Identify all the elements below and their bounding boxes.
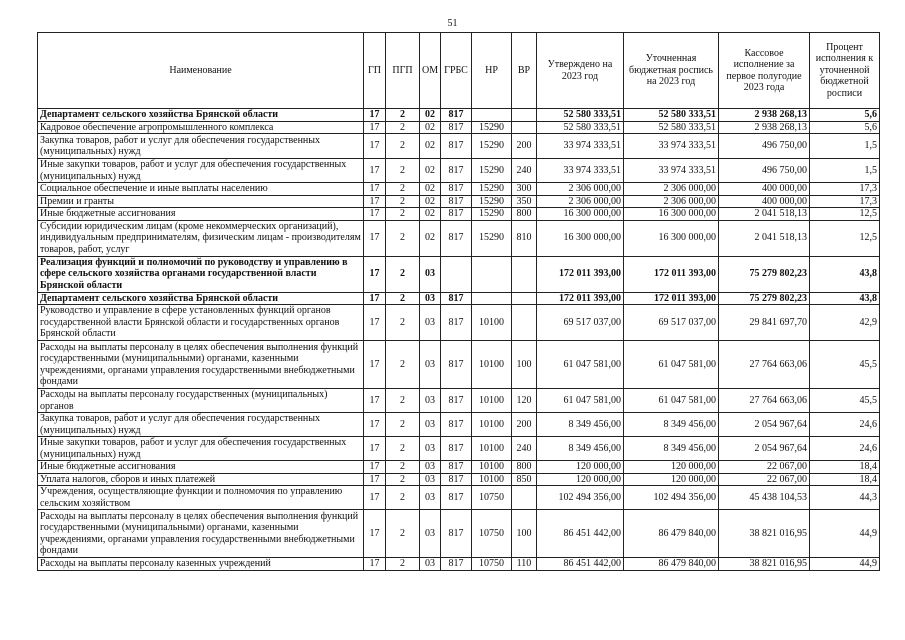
cell-pgp: 2: [386, 208, 420, 221]
cell-om: 02: [420, 195, 441, 208]
cell-cash: 400 000,00: [719, 195, 810, 208]
cell-refined: 120 000,00: [624, 461, 719, 474]
cell-name: Закупка товаров, работ и услуг для обеспечения государственных (муниципальных) нужд: [38, 413, 364, 437]
cell-cash: 2 054 967,64: [719, 413, 810, 437]
cell-vr: 800: [512, 208, 537, 221]
cell-percent: 44,9: [810, 510, 880, 558]
table-row: [38, 256, 880, 292]
page-number: 51: [447, 18, 458, 29]
cell-vr: 110: [512, 558, 537, 571]
cell-refined: 16 300 000,00: [624, 208, 719, 221]
cell-cash: 2 054 967,64: [719, 437, 810, 461]
cell-grbs: 817: [441, 510, 472, 558]
cell-approved: 86 451 442,00: [537, 558, 624, 571]
cell-grbs: 817: [441, 121, 472, 134]
cell-gp: 17: [364, 134, 386, 159]
cell-percent: 18,4: [810, 461, 880, 474]
header-refined: Уточненная бюджетная роспись на 2023 год: [624, 33, 719, 109]
cell-np: 10100: [472, 473, 512, 486]
cell-percent: 18,4: [810, 473, 880, 486]
cell-percent: 45,5: [810, 389, 880, 413]
cell-pgp: 2: [386, 461, 420, 474]
cell-vr: 350: [512, 195, 537, 208]
cell-grbs: 817: [441, 134, 472, 159]
cell-percent: 43,8: [810, 256, 880, 292]
cell-grbs: 817: [441, 109, 472, 122]
cell-name: Расходы на выплаты персоналу государственных (муниципальных) органов: [38, 389, 364, 413]
cell-approved: 102 494 356,00: [537, 486, 624, 510]
cell-cash: 2 041 518,13: [719, 220, 810, 256]
cell-refined: 52 580 333,51: [624, 109, 719, 122]
cell-om: 03: [420, 461, 441, 474]
cell-refined: 2 306 000,00: [624, 183, 719, 196]
cell-gp: 17: [364, 389, 386, 413]
cell-approved: 172 011 393,00: [537, 292, 624, 305]
cell-refined: 172 011 393,00: [624, 256, 719, 292]
header-grbs: ГРБС: [441, 33, 472, 109]
cell-name: Руководство и управление в сфере установленных функций органов государственной власти Брянской области и государственных органов Брянской области: [38, 305, 364, 341]
cell-om: 03: [420, 510, 441, 558]
cell-cash: 27 764 663,06: [719, 389, 810, 413]
cell-approved: 52 580 333,51: [537, 109, 624, 122]
cell-refined: 16 300 000,00: [624, 220, 719, 256]
cell-vr: 100: [512, 341, 537, 389]
cell-gp: 17: [364, 292, 386, 305]
cell-gp: 17: [364, 256, 386, 292]
cell-cash: 38 821 016,95: [719, 510, 810, 558]
cell-approved: 8 349 456,00: [537, 437, 624, 461]
cell-approved: 120 000,00: [537, 473, 624, 486]
table-row: [38, 183, 880, 196]
cell-np: 10750: [472, 558, 512, 571]
cell-name: Закупка товаров, работ и услуг для обеспечения государственных (муниципальных) нужд: [38, 134, 364, 159]
cell-gp: 17: [364, 413, 386, 437]
cell-pgp: 2: [386, 305, 420, 341]
cell-grbs: 817: [441, 292, 472, 305]
cell-grbs: 817: [441, 220, 472, 256]
cell-grbs: 817: [441, 486, 472, 510]
cell-vr: 240: [512, 437, 537, 461]
cell-np: 10750: [472, 510, 512, 558]
header-approved: Утверждено на 2023 год: [537, 33, 624, 109]
cell-grbs: 817: [441, 413, 472, 437]
cell-vr: 100: [512, 510, 537, 558]
cell-cash: 75 279 802,23: [719, 292, 810, 305]
cell-cash: 29 841 697,70: [719, 305, 810, 341]
cell-gp: 17: [364, 510, 386, 558]
cell-name: Иные бюджетные ассигнования: [38, 461, 364, 474]
cell-percent: 12,5: [810, 220, 880, 256]
cell-grbs: 817: [441, 461, 472, 474]
cell-np: 10100: [472, 305, 512, 341]
cell-om: 03: [420, 305, 441, 341]
cell-pgp: 2: [386, 486, 420, 510]
table-row: [38, 220, 880, 256]
header-om: ОМ: [420, 33, 441, 109]
cell-refined: 120 000,00: [624, 473, 719, 486]
table-row: [38, 389, 880, 413]
cell-np: 10100: [472, 389, 512, 413]
cell-approved: 172 011 393,00: [537, 256, 624, 292]
cell-grbs: 817: [441, 305, 472, 341]
cell-gp: 17: [364, 220, 386, 256]
cell-approved: 33 974 333,51: [537, 134, 624, 159]
cell-grbs: 817: [441, 341, 472, 389]
cell-gp: 17: [364, 121, 386, 134]
cell-refined: 61 047 581,00: [624, 389, 719, 413]
cell-gp: 17: [364, 195, 386, 208]
cell-gp: 17: [364, 341, 386, 389]
cell-pgp: 2: [386, 341, 420, 389]
cell-percent: 1,5: [810, 134, 880, 159]
header-cash: Кассовое исполнение за первое полугодие 2023 года: [719, 33, 810, 109]
cell-vr: 240: [512, 159, 537, 183]
cell-np: 10750: [472, 486, 512, 510]
cell-pgp: 2: [386, 195, 420, 208]
cell-vr: 300: [512, 183, 537, 196]
cell-cash: 22 067,00: [719, 473, 810, 486]
cell-pgp: 2: [386, 558, 420, 571]
cell-approved: 52 580 333,51: [537, 121, 624, 134]
cell-np: 15290: [472, 134, 512, 159]
cell-refined: 2 306 000,00: [624, 195, 719, 208]
cell-np: [472, 292, 512, 305]
cell-grbs: 817: [441, 389, 472, 413]
cell-vr: 850: [512, 473, 537, 486]
cell-percent: 24,6: [810, 413, 880, 437]
cell-om: 02: [420, 121, 441, 134]
cell-gp: 17: [364, 159, 386, 183]
cell-cash: 400 000,00: [719, 183, 810, 196]
table-row: [38, 134, 880, 159]
table-row: [38, 437, 880, 461]
cell-approved: 61 047 581,00: [537, 389, 624, 413]
header-row: [38, 33, 880, 109]
cell-grbs: 817: [441, 473, 472, 486]
cell-vr: [512, 305, 537, 341]
cell-om: 03: [420, 292, 441, 305]
cell-approved: 16 300 000,00: [537, 220, 624, 256]
cell-name: Премии и гранты: [38, 195, 364, 208]
cell-om: 03: [420, 437, 441, 461]
table-row: [38, 461, 880, 474]
cell-approved: 16 300 000,00: [537, 208, 624, 221]
cell-approved: 61 047 581,00: [537, 341, 624, 389]
cell-gp: 17: [364, 486, 386, 510]
header-pgp: ПГП: [386, 33, 420, 109]
table-row: [38, 305, 880, 341]
cell-pgp: 2: [386, 121, 420, 134]
cell-percent: 1,5: [810, 159, 880, 183]
cell-approved: 33 974 333,51: [537, 159, 624, 183]
cell-approved: 8 349 456,00: [537, 413, 624, 437]
cell-np: 15290: [472, 195, 512, 208]
header-percent: Процент исполнения к уточненной бюджетной росписи: [810, 33, 880, 109]
cell-pgp: 2: [386, 256, 420, 292]
cell-name: Иные бюджетные ассигнования: [38, 208, 364, 221]
cell-vr: [512, 486, 537, 510]
cell-pgp: 2: [386, 437, 420, 461]
cell-cash: 38 821 016,95: [719, 558, 810, 571]
cell-pgp: 2: [386, 510, 420, 558]
cell-cash: 496 750,00: [719, 134, 810, 159]
cell-pgp: 2: [386, 413, 420, 437]
cell-name: Социальное обеспечение и иные выплаты населению: [38, 183, 364, 196]
table-row: [38, 159, 880, 183]
table-row: [38, 121, 880, 134]
cell-name: Расходы на выплаты персоналу в целях обеспечения выполнения функций государственными (муниципальными) органами, казенными учреждениями, органами управления государственными внебюджетными фондами: [38, 510, 364, 558]
cell-om: 03: [420, 341, 441, 389]
table-row: [38, 195, 880, 208]
cell-name: Уплата налогов, сборов и иных платежей: [38, 473, 364, 486]
cell-pgp: 2: [386, 109, 420, 122]
cell-grbs: 817: [441, 558, 472, 571]
header-vr: ВР: [512, 33, 537, 109]
cell-percent: 43,8: [810, 292, 880, 305]
table-row: [38, 510, 880, 558]
cell-name: Кадровое обеспечение агропромышленного комплекса: [38, 121, 364, 134]
cell-grbs: 817: [441, 159, 472, 183]
table-row: [38, 473, 880, 486]
cell-om: 03: [420, 389, 441, 413]
cell-percent: 12,5: [810, 208, 880, 221]
cell-pgp: 2: [386, 473, 420, 486]
cell-percent: 42,9: [810, 305, 880, 341]
cell-np: 10100: [472, 341, 512, 389]
cell-om: 03: [420, 558, 441, 571]
cell-np: 15290: [472, 159, 512, 183]
cell-cash: 45 438 104,53: [719, 486, 810, 510]
cell-np: 10100: [472, 461, 512, 474]
cell-om: 02: [420, 109, 441, 122]
table-row: [38, 486, 880, 510]
cell-refined: 61 047 581,00: [624, 341, 719, 389]
cell-name: Учреждения, осуществляющие функции и полномочия по управлению сельским хозяйством: [38, 486, 364, 510]
cell-cash: 2 938 268,13: [719, 121, 810, 134]
cell-np: 15290: [472, 183, 512, 196]
table-row: [38, 341, 880, 389]
cell-name: Департамент сельского хозяйства Брянской области: [38, 109, 364, 122]
cell-name: Иные закупки товаров, работ и услуг для обеспечения государственных (муниципальных) нужд: [38, 437, 364, 461]
cell-gp: 17: [364, 305, 386, 341]
cell-grbs: 817: [441, 208, 472, 221]
cell-pgp: 2: [386, 220, 420, 256]
cell-vr: [512, 256, 537, 292]
cell-np: [472, 109, 512, 122]
cell-vr: 200: [512, 413, 537, 437]
cell-refined: 172 011 393,00: [624, 292, 719, 305]
cell-percent: 5,6: [810, 109, 880, 122]
cell-vr: 200: [512, 134, 537, 159]
cell-vr: [512, 121, 537, 134]
cell-name: Расходы на выплаты персоналу в целях обеспечения выполнения функций государственными (муниципальными) органами, казенными учреждениями, органами управления государственными внебюджетными фондами: [38, 341, 364, 389]
cell-percent: 17,3: [810, 183, 880, 196]
cell-refined: 86 479 840,00: [624, 558, 719, 571]
cell-gp: 17: [364, 183, 386, 196]
budget-execution-table: [37, 32, 880, 571]
cell-pgp: 2: [386, 159, 420, 183]
cell-gp: 17: [364, 473, 386, 486]
cell-om: 03: [420, 256, 441, 292]
cell-pgp: 2: [386, 389, 420, 413]
cell-om: 02: [420, 134, 441, 159]
cell-vr: 800: [512, 461, 537, 474]
cell-np: 15290: [472, 208, 512, 221]
cell-om: 02: [420, 220, 441, 256]
cell-np: 15290: [472, 220, 512, 256]
cell-gp: 17: [364, 558, 386, 571]
cell-refined: 102 494 356,00: [624, 486, 719, 510]
cell-name: Реализация функций и полномочий по руководству и управлению в сфере сельского хозяйства органами государственной власти Брянской области: [38, 256, 364, 292]
cell-grbs: 817: [441, 437, 472, 461]
cell-pgp: 2: [386, 183, 420, 196]
cell-percent: 45,5: [810, 341, 880, 389]
header-np: НР: [472, 33, 512, 109]
cell-approved: 2 306 000,00: [537, 195, 624, 208]
cell-vr: 810: [512, 220, 537, 256]
cell-gp: 17: [364, 437, 386, 461]
table-row: [38, 109, 880, 122]
cell-np: 10100: [472, 413, 512, 437]
cell-cash: 27 764 663,06: [719, 341, 810, 389]
cell-np: [472, 256, 512, 292]
cell-om: 03: [420, 486, 441, 510]
cell-refined: 33 974 333,51: [624, 134, 719, 159]
cell-om: 03: [420, 473, 441, 486]
cell-cash: 75 279 802,23: [719, 256, 810, 292]
cell-approved: 86 451 442,00: [537, 510, 624, 558]
cell-om: 02: [420, 183, 441, 196]
cell-vr: 120: [512, 389, 537, 413]
table-row: [38, 292, 880, 305]
cell-percent: 5,6: [810, 121, 880, 134]
cell-approved: 2 306 000,00: [537, 183, 624, 196]
cell-pgp: 2: [386, 134, 420, 159]
cell-refined: 33 974 333,51: [624, 159, 719, 183]
cell-refined: 69 517 037,00: [624, 305, 719, 341]
header-gp: ГП: [364, 33, 386, 109]
cell-np: 10100: [472, 437, 512, 461]
cell-percent: 44,9: [810, 558, 880, 571]
cell-cash: 2 041 518,13: [719, 208, 810, 221]
cell-vr: [512, 292, 537, 305]
table-row: [38, 413, 880, 437]
cell-percent: 17,3: [810, 195, 880, 208]
cell-om: 03: [420, 413, 441, 437]
cell-om: 02: [420, 159, 441, 183]
cell-grbs: 817: [441, 195, 472, 208]
cell-gp: 17: [364, 461, 386, 474]
cell-grbs: 817: [441, 183, 472, 196]
cell-vr: [512, 109, 537, 122]
cell-percent: 24,6: [810, 437, 880, 461]
cell-pgp: 2: [386, 292, 420, 305]
cell-name: Расходы на выплаты персоналу казенных учреждений: [38, 558, 364, 571]
cell-refined: 52 580 333,51: [624, 121, 719, 134]
cell-grbs: [441, 256, 472, 292]
cell-refined: 8 349 456,00: [624, 437, 719, 461]
cell-name: Иные закупки товаров, работ и услуг для обеспечения государственных (муниципальных) нужд: [38, 159, 364, 183]
cell-name: Субсидии юридическим лицам (кроме некоммерческих организаций), индивидуальным предпринимателям, физическим лицам - производителям товаров, работ, услуг: [38, 220, 364, 256]
cell-om: 02: [420, 208, 441, 221]
cell-approved: 69 517 037,00: [537, 305, 624, 341]
table-row: [38, 558, 880, 571]
header-name: Наименование: [38, 33, 364, 109]
cell-name: Департамент сельского хозяйства Брянской области: [38, 292, 364, 305]
cell-percent: 44,3: [810, 486, 880, 510]
cell-approved: 120 000,00: [537, 461, 624, 474]
cell-np: 15290: [472, 121, 512, 134]
cell-cash: 22 067,00: [719, 461, 810, 474]
table-row: [38, 208, 880, 221]
cell-refined: 86 479 840,00: [624, 510, 719, 558]
cell-cash: 2 938 268,13: [719, 109, 810, 122]
cell-gp: 17: [364, 208, 386, 221]
cell-cash: 496 750,00: [719, 159, 810, 183]
cell-gp: 17: [364, 109, 386, 122]
cell-refined: 8 349 456,00: [624, 413, 719, 437]
